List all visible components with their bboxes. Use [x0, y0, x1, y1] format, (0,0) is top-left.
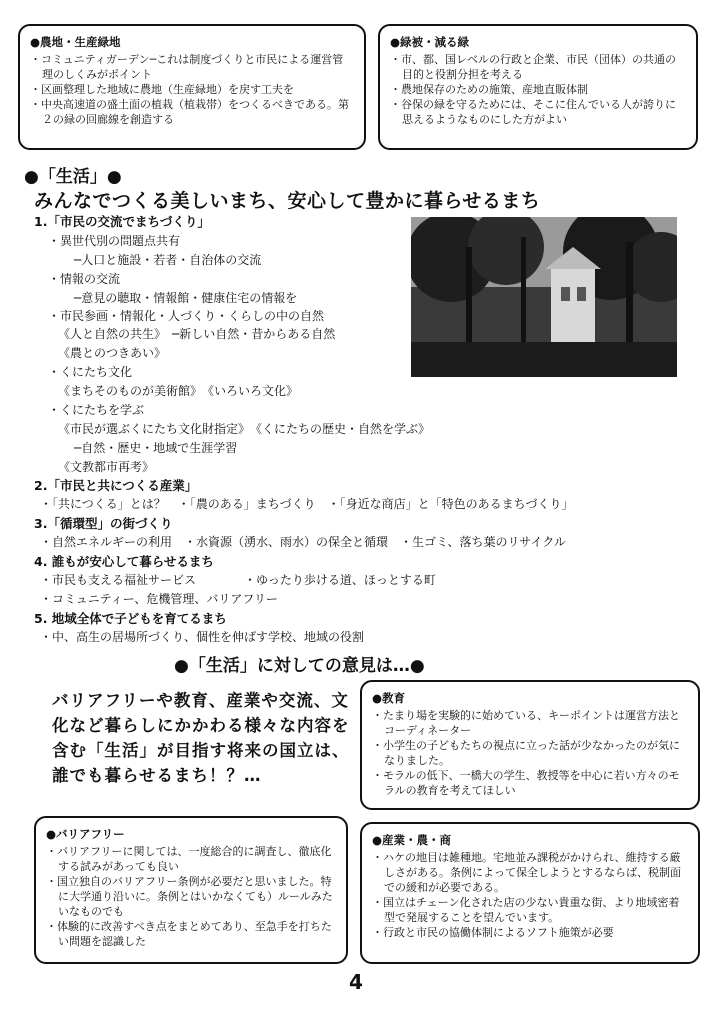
barrierfree-box	[34, 816, 348, 964]
list-item: ・ 市、都、国レベルの行政と企業、市民（団体）の共通の目的と役割分担を考える	[390, 52, 686, 82]
trees-photo-image	[411, 217, 677, 377]
list-item: ・ ハケの地目は雑種地。宅地並み課税がかけられ、維持する厳しさがある。条例によって保全しようとするならば、税制面での緩和が必要である。	[372, 850, 688, 895]
green-box	[378, 24, 698, 150]
list-item: ・ 体験的に改善すべき点をまとめてあり、至急手を打ちたい問題を認識した	[46, 919, 336, 949]
barrierfree-box-title: ●バリアフリー	[46, 827, 125, 841]
education-box	[360, 680, 700, 810]
farmland-box	[18, 24, 366, 150]
section4-line: ・コミュニティー、危機管理、バリアフリー	[40, 592, 278, 606]
life-heading: ●「生活」●	[24, 167, 122, 187]
list-item: ・ 小学生の子どもたちの視点に立った話が少なかったのが気になりました。	[372, 738, 688, 768]
list-item: ・ 国立独自のバリアフリー条例が必要だと思いました。特に大学通り沿いに。条例とはいかなくても）ルールみたいなものでも	[46, 874, 336, 919]
section1-line: 《人と自然の共生》 ─新しい自然・昔からある自然	[58, 327, 336, 341]
section1-line: ・情報の交流	[48, 272, 121, 286]
opinion-intro-text: バリアフリーや教育、産業や交流、文化など暮らしにかかわる様々な内容を含む「生活」が目指す将来の国立は、誰でも暮らせるまち！？…	[52, 691, 350, 785]
section1-line: 《文教都市再考》	[58, 460, 155, 474]
list-item: ・ 行政と市民の協働体制によるソフト施策が必要	[372, 925, 688, 940]
section2-title: 2.「市民と共につくる産業」	[34, 478, 198, 493]
farmland-box-title: ●農地・生産緑地	[30, 35, 121, 49]
list-item: ・ モラルの低下、一橋大の学生、教授等を中心に若い方々のモラルの教育を考えてほしい	[372, 768, 688, 798]
list-item: ・ 国立はチェーン化された店の少ない貴重な街、より地域密着型で発展することを望んでいます。	[372, 895, 688, 925]
section4-line: ・市民も支える福祉サービス ・ゆったり歩ける道、ほっとする町	[40, 573, 436, 587]
list-item: ・ 中央高速道の盛土面の植栽（植栽帯）をつくるべきである。第２の緑の回廊線を創造する	[30, 97, 354, 127]
section1-line: ・市民参画・情報化・人づくり・くらしの中の自然	[48, 309, 325, 323]
section5-line: ・中、高生の居場所づくり、個性を伸ばす学校、地域の役割	[40, 630, 365, 644]
industry-box-title: ●産業・農・商	[372, 833, 452, 847]
section1-line: ─人口と施設・若者・自治体の交流	[74, 253, 262, 267]
industry-box	[360, 822, 700, 964]
green-box-title: ●緑被・減る緑	[390, 35, 470, 49]
section2-line: ・「共につくる」とは？ ・「農のある」まちづくり ・「身近な商店」と「特色のあるまちづくり」	[40, 497, 574, 511]
section1-line: ・異世代別の問題点共有	[48, 234, 181, 248]
section1-title: 1.「市民の交流でまちづくり」	[34, 214, 210, 229]
list-item: ・ たまり場を実験的に始めている、キーポイントは運営方法とコーディネーター	[372, 708, 688, 738]
section3-line: ・自然エネルギーの利用 ・水資源（湧水、雨水）の保全と循環 ・生ゴミ、落ち葉のリサイクル	[40, 535, 566, 549]
slogan: みんなでつくる美しいまち、安心して豊かに暮らせるまち	[34, 190, 541, 212]
education-box-title: ●教育	[372, 691, 406, 705]
section1-line: ─自然・歴史・地域で生涯学習	[74, 441, 238, 455]
list-item: ・ 区画整理した地域に農地（生産緑地）を戻す工夫を	[30, 82, 354, 97]
section3-title: 3.「循環型」の街づくり	[34, 516, 173, 531]
list-item: ・ 農地保存のための施策、産地直販体制	[390, 82, 686, 97]
page-number: 4	[349, 970, 363, 994]
section1-line: 《農とのつきあい》	[58, 346, 167, 360]
section1-line: 《まちそのものが美術館》 《いろいろ文化》	[58, 384, 299, 398]
list-item: ・ コミュニティガーデン─これは制度づくりと市民による運営管理のしくみがポイント	[30, 52, 354, 82]
list-item: ・ 谷保の緑を守るためには、そこに住んでいる人が誇りに思えるようなものにした方がよい	[390, 97, 686, 127]
section1-line: 《市民が選ぶくにたち文化財指定》 《くにたちの歴史・自然を学ぶ》	[58, 422, 431, 436]
section1-line: ・くにたち文化	[48, 365, 133, 379]
section4-title: 4. 誰もが安心して暮らせるまち	[34, 554, 214, 569]
section5-title: 5. 地域全体で子どもを育てるまち	[34, 611, 227, 626]
opinion-heading: ●「生活」に対しての意見は…●	[174, 656, 425, 676]
section1-line: ─意見の聴取・情報館・健康住宅の情報を	[74, 291, 298, 305]
section1-line: ・くにたちを学ぶ	[48, 403, 145, 417]
trees-photo	[411, 217, 677, 377]
list-item: ・ バリアフリーに関しては、一度総合的に調査し、徹底化する試みがあっても良い	[46, 844, 336, 874]
